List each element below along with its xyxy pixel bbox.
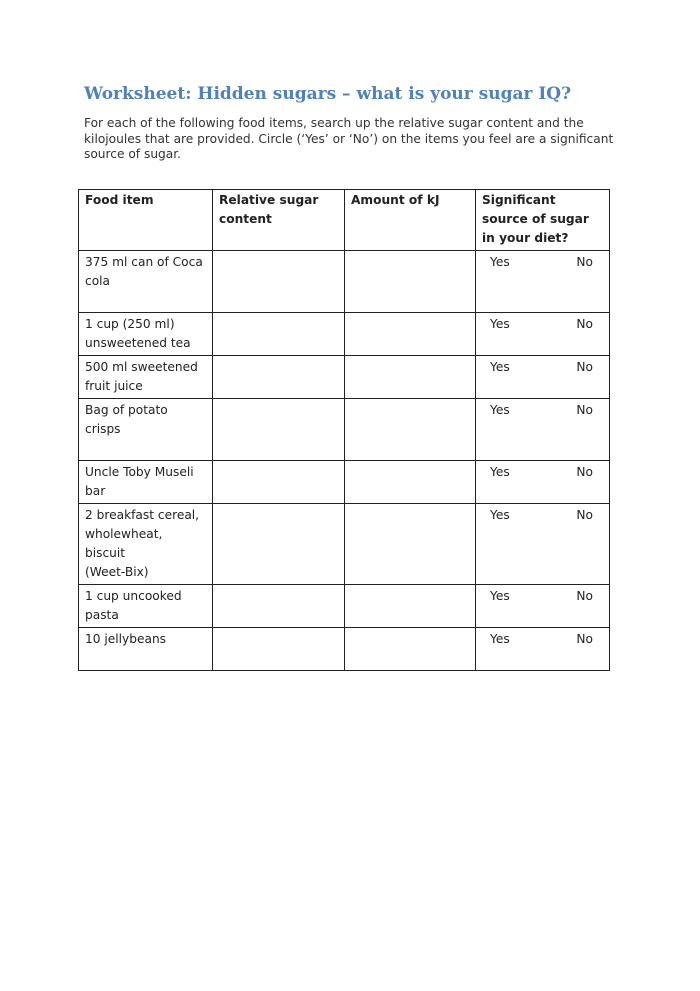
table-row [79,628,610,671]
header-relative-sugar: Relative sugar content [213,190,345,251]
yes-no-cell [476,461,610,504]
sugar-content-cell[interactable] [213,251,345,313]
worksheet-title: Worksheet: Hidden sugars – what is your sugar IQ? [84,84,572,104]
table-row [79,399,610,461]
sugar-content-cell[interactable] [213,461,345,504]
yes-option[interactable]: Yes [490,317,510,331]
food-item-cell: 10 jellybeans [79,628,213,671]
yes-no-cell [476,585,610,628]
sugar-content-cell[interactable] [213,313,345,356]
no-option[interactable]: No [576,589,593,603]
yes-option[interactable]: Yes [490,360,510,374]
no-option[interactable]: No [576,508,593,522]
yes-option[interactable]: Yes [490,465,510,479]
table-row [79,313,610,356]
header-food-item: Food item [79,190,213,251]
kj-cell[interactable] [345,356,476,399]
header-significant-source: Significant source of sugar in your diet? [476,190,610,251]
food-item-cell: 1 cup (250 ml) unsweetened tea [79,313,213,356]
food-item-cell: 500 ml sweetened fruit juice [79,356,213,399]
table-row [79,585,610,628]
sugar-content-cell[interactable] [213,628,345,671]
table-row [79,251,610,313]
kj-cell[interactable] [345,504,476,585]
table-row [79,356,610,399]
food-item-text: 2 breakfast cereal, wholewheat, biscuit [85,508,200,560]
food-item-cell: 375 ml can of Coca cola [79,251,213,313]
yes-option[interactable]: Yes [490,508,510,522]
no-option[interactable]: No [576,632,593,646]
yes-no-cell [476,251,610,313]
yes-no-cell [476,628,610,671]
yes-no-cell [476,356,610,399]
kj-cell[interactable] [345,628,476,671]
kj-cell[interactable] [345,399,476,461]
no-option[interactable]: No [576,403,593,417]
sugar-content-cell[interactable] [213,504,345,585]
sugar-content-cell[interactable] [213,399,345,461]
sugar-worksheet-table [78,189,610,671]
header-amount-kj: Amount of kJ [345,190,476,251]
food-item-cell: Bag of potato crisps [79,399,213,461]
table-row [79,461,610,504]
yes-no-cell [476,399,610,461]
yes-option[interactable]: Yes [490,589,510,603]
no-option[interactable]: No [576,360,593,374]
no-option[interactable]: No [576,255,593,269]
yes-option[interactable]: Yes [490,403,510,417]
food-item-cell: Uncle Toby Museli bar [79,461,213,504]
yes-no-cell [476,504,610,585]
kj-cell[interactable] [345,313,476,356]
kj-cell[interactable] [345,461,476,504]
table-row [79,504,610,585]
kj-cell[interactable] [345,251,476,313]
kj-cell[interactable] [345,585,476,628]
worksheet-instructions: For each of the following food items, search up the relative sugar content and the kilojoules that are provided. Circle (‘Yes’ or ‘No’) on the items you feel are a significant source of sugar. [84,116,614,161]
food-item-cell [79,504,213,585]
sugar-content-cell[interactable] [213,356,345,399]
no-option[interactable]: No [576,465,593,479]
yes-option[interactable]: Yes [490,632,510,646]
sugar-content-cell[interactable] [213,585,345,628]
yes-option[interactable]: Yes [490,255,510,269]
table-header-row [79,190,610,251]
food-item-note: (Weet-Bix) [85,565,149,579]
no-option[interactable]: No [576,317,593,331]
food-item-cell: 1 cup uncooked pasta [79,585,213,628]
yes-no-cell [476,313,610,356]
